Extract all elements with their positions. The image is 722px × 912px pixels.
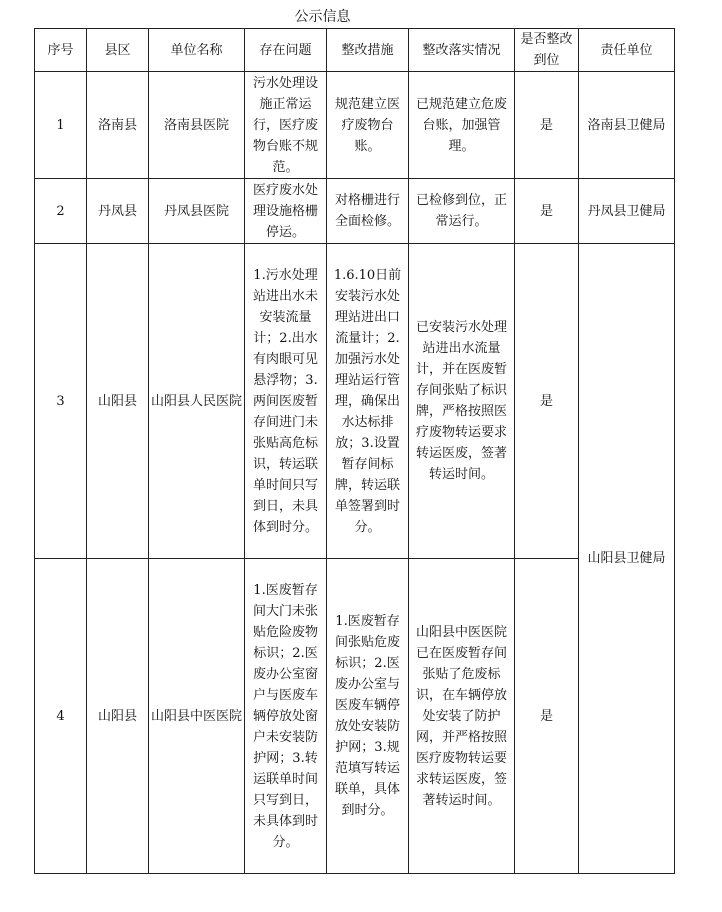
page-title: 公示信息 bbox=[294, 9, 351, 25]
cell-measure: 对格栅进行全面检修。 bbox=[327, 179, 409, 244]
cell-county: 山阳县 bbox=[87, 559, 149, 874]
cell-county: 丹凤县 bbox=[87, 179, 149, 244]
header-problem: 存在问题 bbox=[245, 29, 327, 72]
cell-responsible: 洛南县卫健局 bbox=[579, 72, 675, 179]
header-progress: 整改落实情况 bbox=[409, 29, 515, 72]
cell-measure: 1.医废暂存间张贴危废标识；2.医废办公室与医废车辆停放处安装防护网；3.规范填写转运联单，具体到时分。 bbox=[327, 559, 409, 874]
header-measure: 整改措施 bbox=[327, 29, 409, 72]
cell-county: 洛南县 bbox=[87, 72, 149, 179]
cell-progress: 已安装污水处理站进出水流量计，并在医废暂存间张贴了标识牌，严格按照医疗废物转运要求转运医废，签著转运时间。 bbox=[409, 244, 515, 559]
cell-done: 是 bbox=[515, 179, 579, 244]
cell-problem: 医疗废水处理设施格栅停运。 bbox=[245, 179, 327, 244]
cell-progress: 已检修到位，正常运行。 bbox=[409, 179, 515, 244]
cell-no: 1 bbox=[35, 72, 87, 179]
cell-problem: 1.医废暂存间大门未张贴危险废物标识；2.医废办公室窗户与医废车辆停放处窗户未安装防护网；3.转运联单时间只写到日，未具体到时分。 bbox=[245, 559, 327, 874]
cell-progress: 已规范建立危废台账，加强管理。 bbox=[409, 72, 515, 179]
header-no: 序号 bbox=[35, 29, 87, 72]
cell-no: 2 bbox=[35, 179, 87, 244]
cell-responsible: 山阳县卫健局 bbox=[579, 244, 675, 874]
cell-unit: 洛南县医院 bbox=[149, 72, 245, 179]
cell-problem: 污水处理设施正常运行，医疗废物台账不规范。 bbox=[245, 72, 327, 179]
cell-measure: 1.6.10日前安装污水处理站进出口流量计；2.加强污水处理站运行管理，确保出水达标排放；3.设置暂存间标牌，转运联单签署到时分。 bbox=[327, 244, 409, 559]
cell-done: 是 bbox=[515, 72, 579, 179]
header-unit: 单位名称 bbox=[149, 29, 245, 72]
table-header-row bbox=[35, 29, 675, 72]
cell-measure: 规范建立医疗废物台账。 bbox=[327, 72, 409, 179]
cell-unit: 山阳县中医医院 bbox=[149, 559, 245, 874]
header-county: 县区 bbox=[87, 29, 149, 72]
table-row bbox=[35, 179, 675, 244]
cell-no: 4 bbox=[35, 559, 87, 874]
cell-unit: 山阳县人民医院 bbox=[149, 244, 245, 559]
table-row bbox=[35, 72, 675, 179]
header-responsible: 责任单位 bbox=[579, 29, 675, 72]
table-row bbox=[35, 244, 675, 559]
cell-responsible: 丹凤县卫健局 bbox=[579, 179, 675, 244]
header-done: 是否整改到位 bbox=[515, 29, 579, 72]
cell-progress: 山阳县中医医院已在医废暂存间张贴了危废标识，在车辆停放处安装了防护网，并严格按照医疗废物转运要求转运医废，签著转运时间。 bbox=[409, 559, 515, 874]
cell-done: 是 bbox=[515, 559, 579, 874]
cell-done: 是 bbox=[515, 244, 579, 559]
cell-county: 山阳县 bbox=[87, 244, 149, 559]
rectification-table bbox=[34, 28, 675, 874]
cell-no: 3 bbox=[35, 244, 87, 559]
cell-problem: 1.污水处理站进出水未安装流量计；2.出水有肉眼可见悬浮物；3.两间医废暂存间进门未张贴高危标识，转运联单时间只写到日，未具体到时分。 bbox=[245, 244, 327, 559]
cell-unit: 丹凤县医院 bbox=[149, 179, 245, 244]
